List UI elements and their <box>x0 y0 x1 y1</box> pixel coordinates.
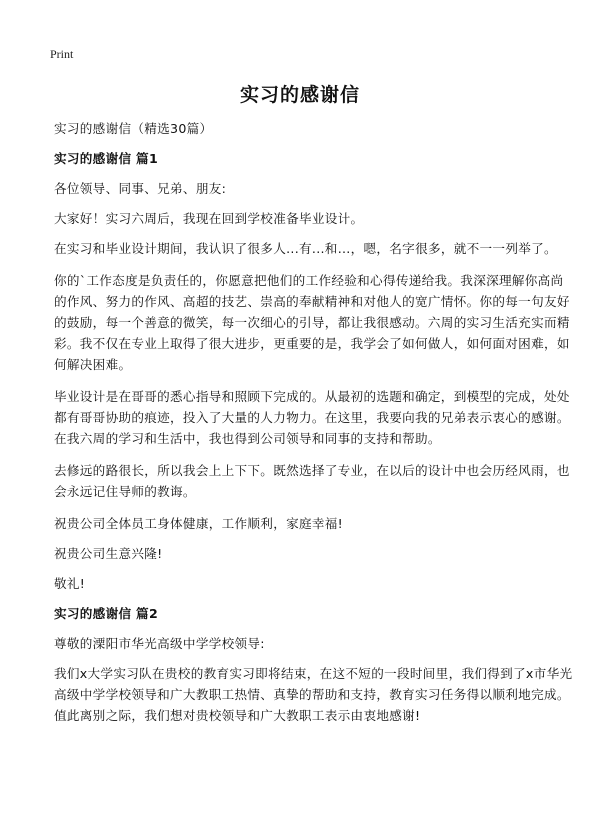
paragraph: 各位领导、同事、兄弟、朋友: <box>54 181 227 196</box>
document-subtitle: 实习的感谢信（精选30篇） <box>54 121 213 136</box>
document-title: 实习的感谢信 <box>239 84 360 106</box>
section-heading: 实习的感谢信 篇1 <box>54 151 159 166</box>
paragraph: 毕业设计是在哥哥的悉心指导和照顾下完成的。从最初的选题和确定，到模型的完成，处处都有哥哥协助的痕迹，投入了大量的人力物力。在这里，我要向我的兄弟表示衷心的感谢。在我六周的学习和生活中，我也得到公司领导和同事的支持和帮助。 <box>54 389 570 446</box>
document-body <box>54 118 574 737</box>
paragraph: 敬礼! <box>54 576 86 591</box>
paragraph: 我们x大学实习队在贵校的教育实习即将结束，在这不短的一段时间里，我们得到了x市华光高级中学学校领导和广大教职工热情、真挚的帮助和支持，教育实习任务得以顺利地完成。值此离别之际，我们想对贵校领导和广大教职工表示由衷地感谢! <box>54 666 573 723</box>
paragraph: 你的`工作态度是负责任的，你愿意把他们的工作经验和心得传递给我。我深深理解你高尚的作风、努力的作风、高超的技艺、崇高的奉献精神和对他人的宽广情怀。你的每一句友好的鼓励，每一个善意的微笑，每一次细心的引导，都让我很感动。六周的实习生活充实而精彩。我不仅在专业上取得了很大进步，更重要的是，我学会了如何做人，如何面对困难，如何解决困难。 <box>54 273 570 372</box>
paragraph: 祝贵公司全体员工身体健康，工作顺利，家庭幸福! <box>54 516 344 531</box>
paragraph: 去修远的路很长，所以我会上上下下。既然选择了专业，在以后的设计中也会历经风雨，也会永远记住导师的教诲。 <box>54 463 570 499</box>
paragraph: 在实习和毕业设计期间，我认识了很多人...有...和...，嗯，名字很多，就不一一列举了。 <box>54 241 557 256</box>
section-heading: 实习的感谢信 篇2 <box>54 606 159 621</box>
paragraph: 大家好！实习六周后，我现在回到学校准备毕业设计。 <box>54 211 364 226</box>
paragraph: 尊敬的溧阳市华光高级中学学校领导: <box>54 636 265 651</box>
print-link[interactable]: Print <box>50 47 74 61</box>
paragraph: 祝贵公司生意兴隆! <box>54 546 163 561</box>
